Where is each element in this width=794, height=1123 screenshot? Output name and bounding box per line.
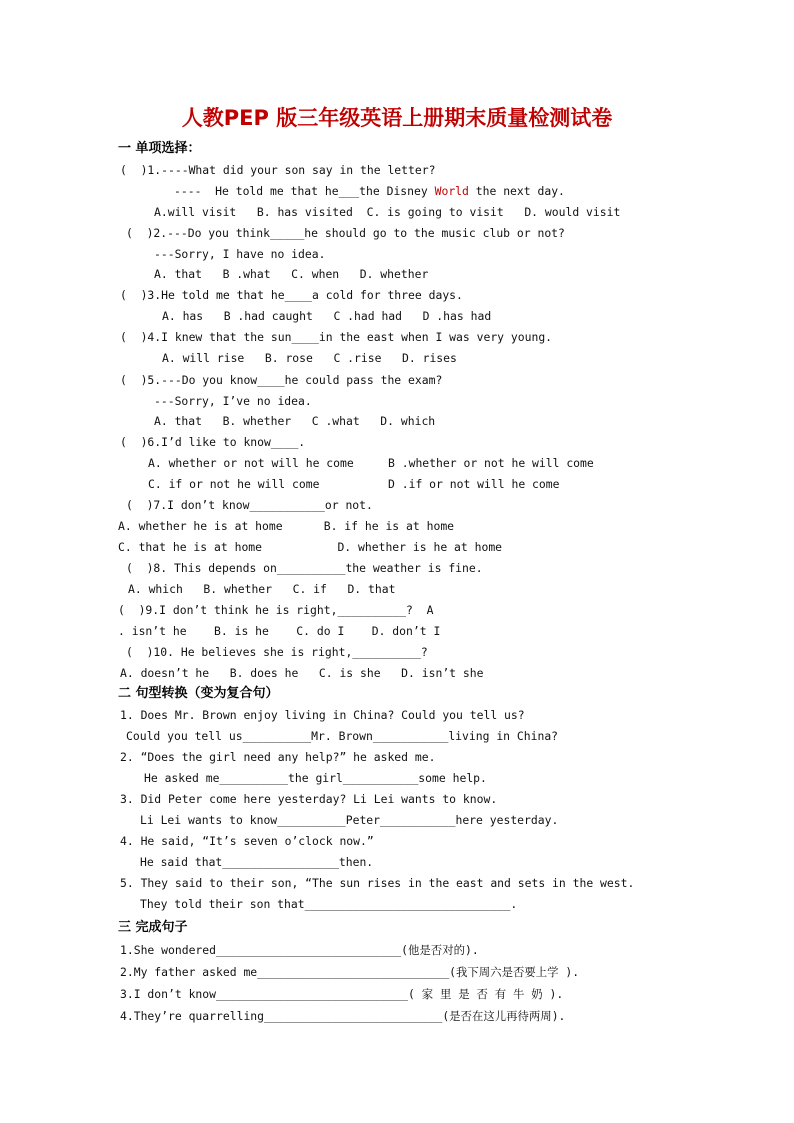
question-1-options: A.will visit B. has visited C. is going to visit D. would visit bbox=[154, 205, 621, 219]
exam-title: 人教PEP 版三年级英语上册期末质量检测试卷 bbox=[181, 106, 613, 130]
complete-2: 2.My father asked me____________________________(我下周六是否要上学 ). bbox=[120, 965, 580, 979]
question-4-options: A. will rise B. rose C .rise D. rises bbox=[162, 351, 457, 365]
question-6-options-ab: A. whether or not will he come B .whether or not he will come bbox=[148, 456, 594, 470]
complete-1: 1.She wondered___________________________(他是否对的). bbox=[120, 943, 479, 957]
question-5-reply: ---Sorry, I’ve no idea. bbox=[154, 394, 312, 408]
question-9: ( )9.I don’t think he is right,__________? A bbox=[118, 603, 434, 617]
question-4: ( )4.I knew that the sun____in the east when I was very young. bbox=[120, 330, 553, 344]
question-5: ( )5.---Do you know____he could pass the exam? bbox=[120, 373, 443, 387]
transform-4: 4. He said, “It’s seven o’clock now.” bbox=[120, 834, 374, 848]
question-3: ( )3.He told me that he____a cold for three days. bbox=[120, 288, 463, 302]
question-10: ( )10. He believes she is right,__________? bbox=[126, 645, 428, 659]
transform-1: 1. Does Mr. Brown enjoy living in China? Could you tell us? bbox=[120, 708, 525, 722]
complete-3: 3.I don’t know____________________________( 家 里 是 否 有 牛 奶 ). bbox=[120, 987, 564, 1001]
question-7-options-ab: A. whether he is at home B. if he is at home bbox=[118, 519, 455, 533]
question-1-answer-line bbox=[174, 184, 565, 198]
transform-2-blank: He asked me__________the girl___________some help. bbox=[144, 771, 487, 785]
question-2: ( )2.---Do you think_____he should go to the music club or not? bbox=[126, 226, 565, 240]
question-7: ( )7.I don’t know___________or not. bbox=[126, 498, 373, 512]
question-7-options-cd: C. that he is at home D. whether is he at home bbox=[118, 540, 503, 554]
question-6-options-cd: C. if or not he will come D .if or not will he come bbox=[148, 477, 560, 491]
transform-2: 2. “Does the girl need any help?” he asked me. bbox=[120, 750, 436, 764]
highlighted-word: World bbox=[434, 184, 469, 198]
section-heading-single-choice: 一 单项选择： bbox=[118, 141, 201, 156]
transform-5-blank: They told their son that______________________________. bbox=[140, 897, 518, 911]
question-8-options: A. which B. whether C. if D. that bbox=[128, 582, 396, 596]
section-heading-sentence-transform: 二 句型转换（变为复合句） bbox=[118, 686, 279, 701]
transform-5: 5. They said to their son, “The sun rises in the east and sets in the west. bbox=[120, 876, 635, 890]
question-8: ( )8. This depends on__________the weather is fine. bbox=[126, 561, 483, 575]
section-heading-complete-sentences: 三 完成句子 bbox=[118, 920, 188, 935]
question-6: ( )6.I’d like to know____. bbox=[120, 435, 306, 449]
transform-1-blank: Could you tell us__________Mr. Brown___________living in China? bbox=[126, 729, 559, 743]
question-10-options: A. doesn’t he B. does he C. is she D. isn’t she bbox=[120, 666, 484, 680]
question-5-options: A. that B. whether C .what D. which bbox=[154, 414, 436, 428]
complete-4: 4.They’re quarrelling__________________________(是否在这儿再待两周). bbox=[120, 1009, 566, 1023]
question-1: ( )1.----What did your son say in the letter? bbox=[120, 163, 436, 177]
transform-4-blank: He said that_________________then. bbox=[140, 855, 374, 869]
question-1-answer-text: ---- He told me that he___the Disney bbox=[174, 184, 435, 198]
transform-3-blank: Li Lei wants to know__________Peter___________here yesterday. bbox=[140, 813, 559, 827]
question-9-options: . isn’t he B. is he C. do I D. don’t I bbox=[118, 624, 441, 638]
question-2-reply: ---Sorry, I have no idea. bbox=[154, 247, 326, 261]
question-3-options: A. has B .had caught C .had had D .has had bbox=[162, 309, 492, 323]
transform-3: 3. Did Peter come here yesterday? Li Lei wants to know. bbox=[120, 792, 498, 806]
question-2-options: A. that B .what C. when D. whether bbox=[154, 267, 429, 281]
question-1-answer-tail: the next day. bbox=[468, 184, 565, 198]
